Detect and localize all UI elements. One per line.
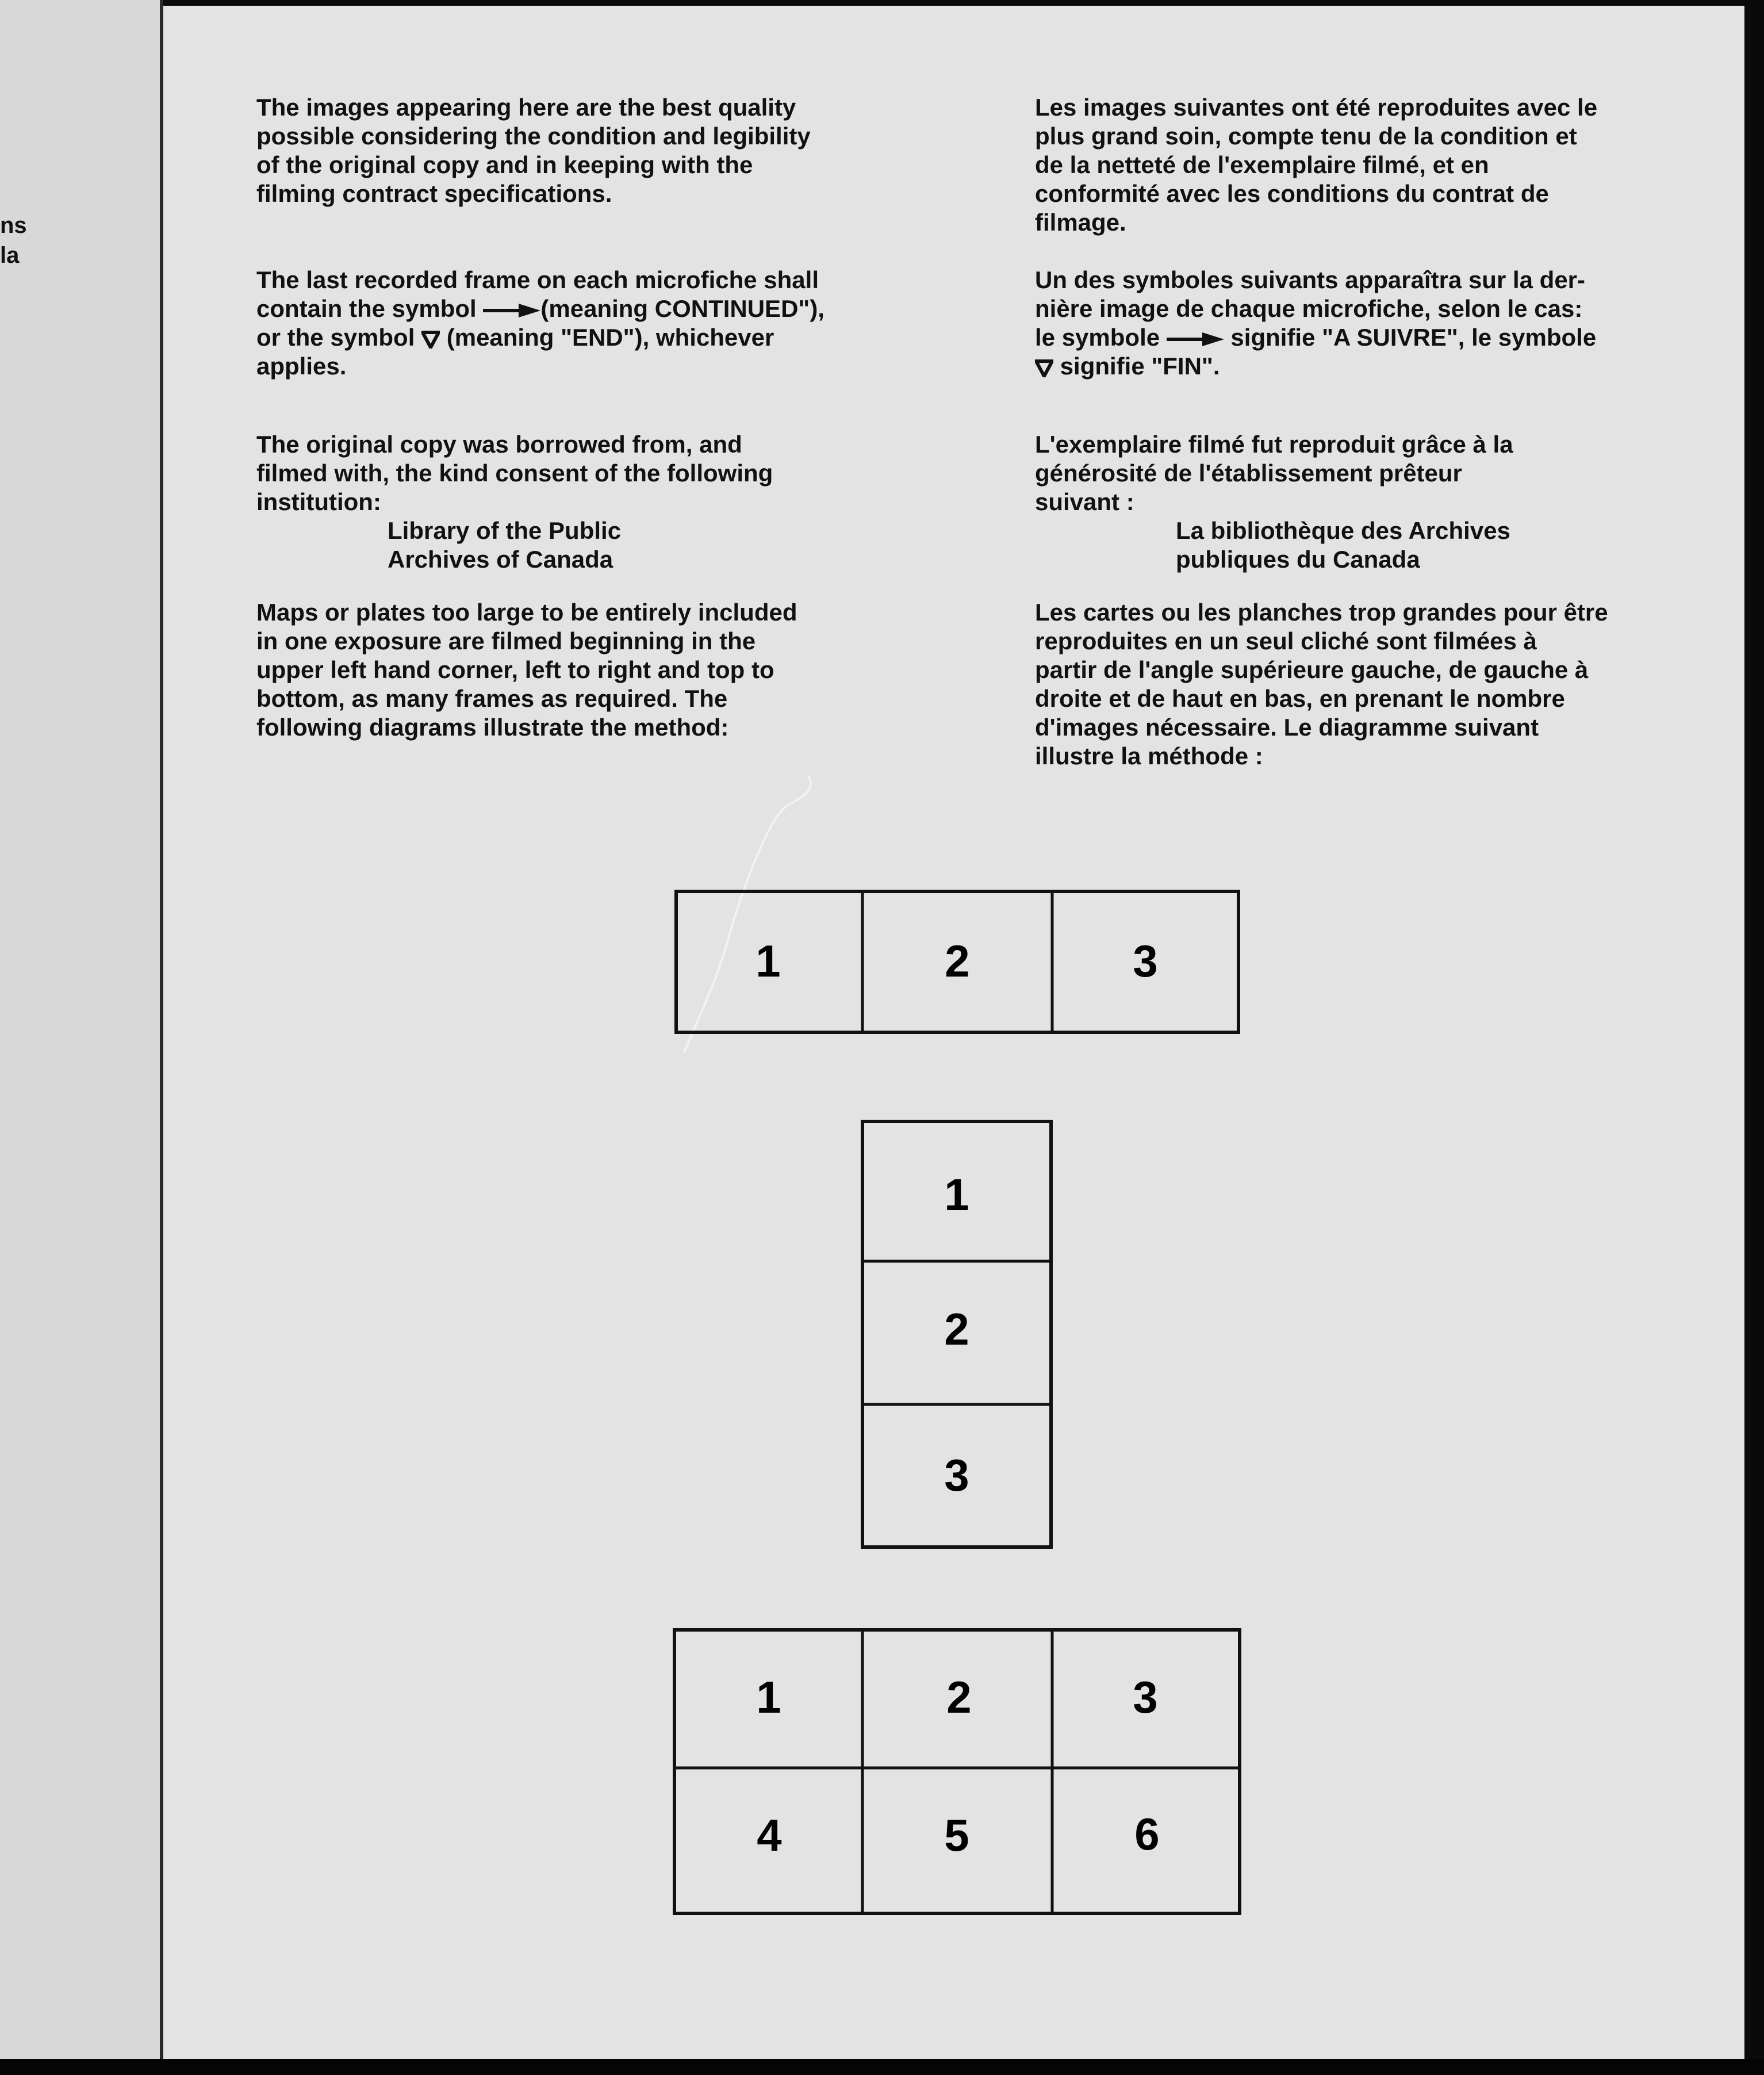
french-maps-paragraph: Les cartes ou les planches trop grandes pour être reproduites en un seul cliché sont filmées à partir de l'angle supérieure gauche, de gauche à droite et de haut en bas, en prenant le nombre d'images nécessaire. Le diagramme suivant illustre la méthode : xyxy=(1035,599,1608,769)
french-symbols-line2: nière image de chaque microfiche, selon le cas: xyxy=(1035,295,1583,322)
grid-cell-2: 2 xyxy=(946,1672,972,1722)
film-scratch xyxy=(684,775,811,1052)
english-consent-paragraph: The original copy was borrowed from, and filmed with, the kind consent of the following institution: xyxy=(256,431,773,515)
french-institution: La bibliothèque des Archives publiques du Canada xyxy=(1176,517,1510,573)
horizontal-cell-3: 3 xyxy=(1133,936,1158,986)
english-symbols-line3: or the symbol (meaning "END"), whichever xyxy=(256,324,774,351)
diagram-horizontal xyxy=(676,891,1238,1032)
english-symbols-line2: contain the symbol (meaning CONTINUED"), xyxy=(256,295,825,322)
strip-text-1: ns xyxy=(0,213,27,238)
french-symbols-line3: le symbole signifie "A SUIVRE", le symbole xyxy=(1035,324,1597,351)
strip-text-2: la xyxy=(0,243,20,268)
french-quality-paragraph: Les images suivantes ont été reproduites avec le plus grand soin, compte tenu de la condition et de la netteté de l'exemplaire filmé, et en conformité avec les conditions du contrat de filmage. xyxy=(1035,94,1598,236)
french-symbols-line4: signifie "FIN". xyxy=(1035,352,1713,381)
diagram-grid xyxy=(674,1630,1240,1913)
horizontal-cell-2: 2 xyxy=(945,936,970,986)
english-symbols-line4: applies. xyxy=(256,353,347,380)
vertical-cell-1: 1 xyxy=(944,1169,969,1220)
grid-cell-4: 4 xyxy=(757,1810,782,1860)
diagram-vertical xyxy=(862,1121,1051,1547)
french-consent-paragraph: L'exemplaire filmé fut reproduit grâce à la générosité de l'établissement prêteur suivant : xyxy=(1035,431,1513,515)
grid-cell-5: 5 xyxy=(944,1810,969,1860)
english-quality-paragraph: The images appearing here are the best quality possible considering the condition and legibility of the original copy and in keeping with the filming contract specifications. xyxy=(256,94,811,207)
grid-cell-1: 1 xyxy=(756,1672,781,1722)
grid-cell-6: 6 xyxy=(1134,1809,1160,1859)
english-institution: Library of the Public Archives of Canada xyxy=(388,517,622,573)
english-symbols-line1: The last recorded frame on each microfiche shall xyxy=(256,266,819,293)
vertical-cell-3: 3 xyxy=(944,1450,969,1500)
grid-cell-3: 3 xyxy=(1133,1672,1158,1722)
english-maps-paragraph: Maps or plates too large to be entirely included in one exposure are filmed beginning in the upper left hand corner, left to right and top to bottom, as many frames as required. The following diagrams illustrate the method: xyxy=(256,599,797,741)
horizontal-cell-1: 1 xyxy=(756,936,781,986)
french-symbols-line1: Un des symboles suivants apparaîtra sur la der- xyxy=(1035,266,1586,293)
vertical-cell-2: 2 xyxy=(944,1304,969,1354)
